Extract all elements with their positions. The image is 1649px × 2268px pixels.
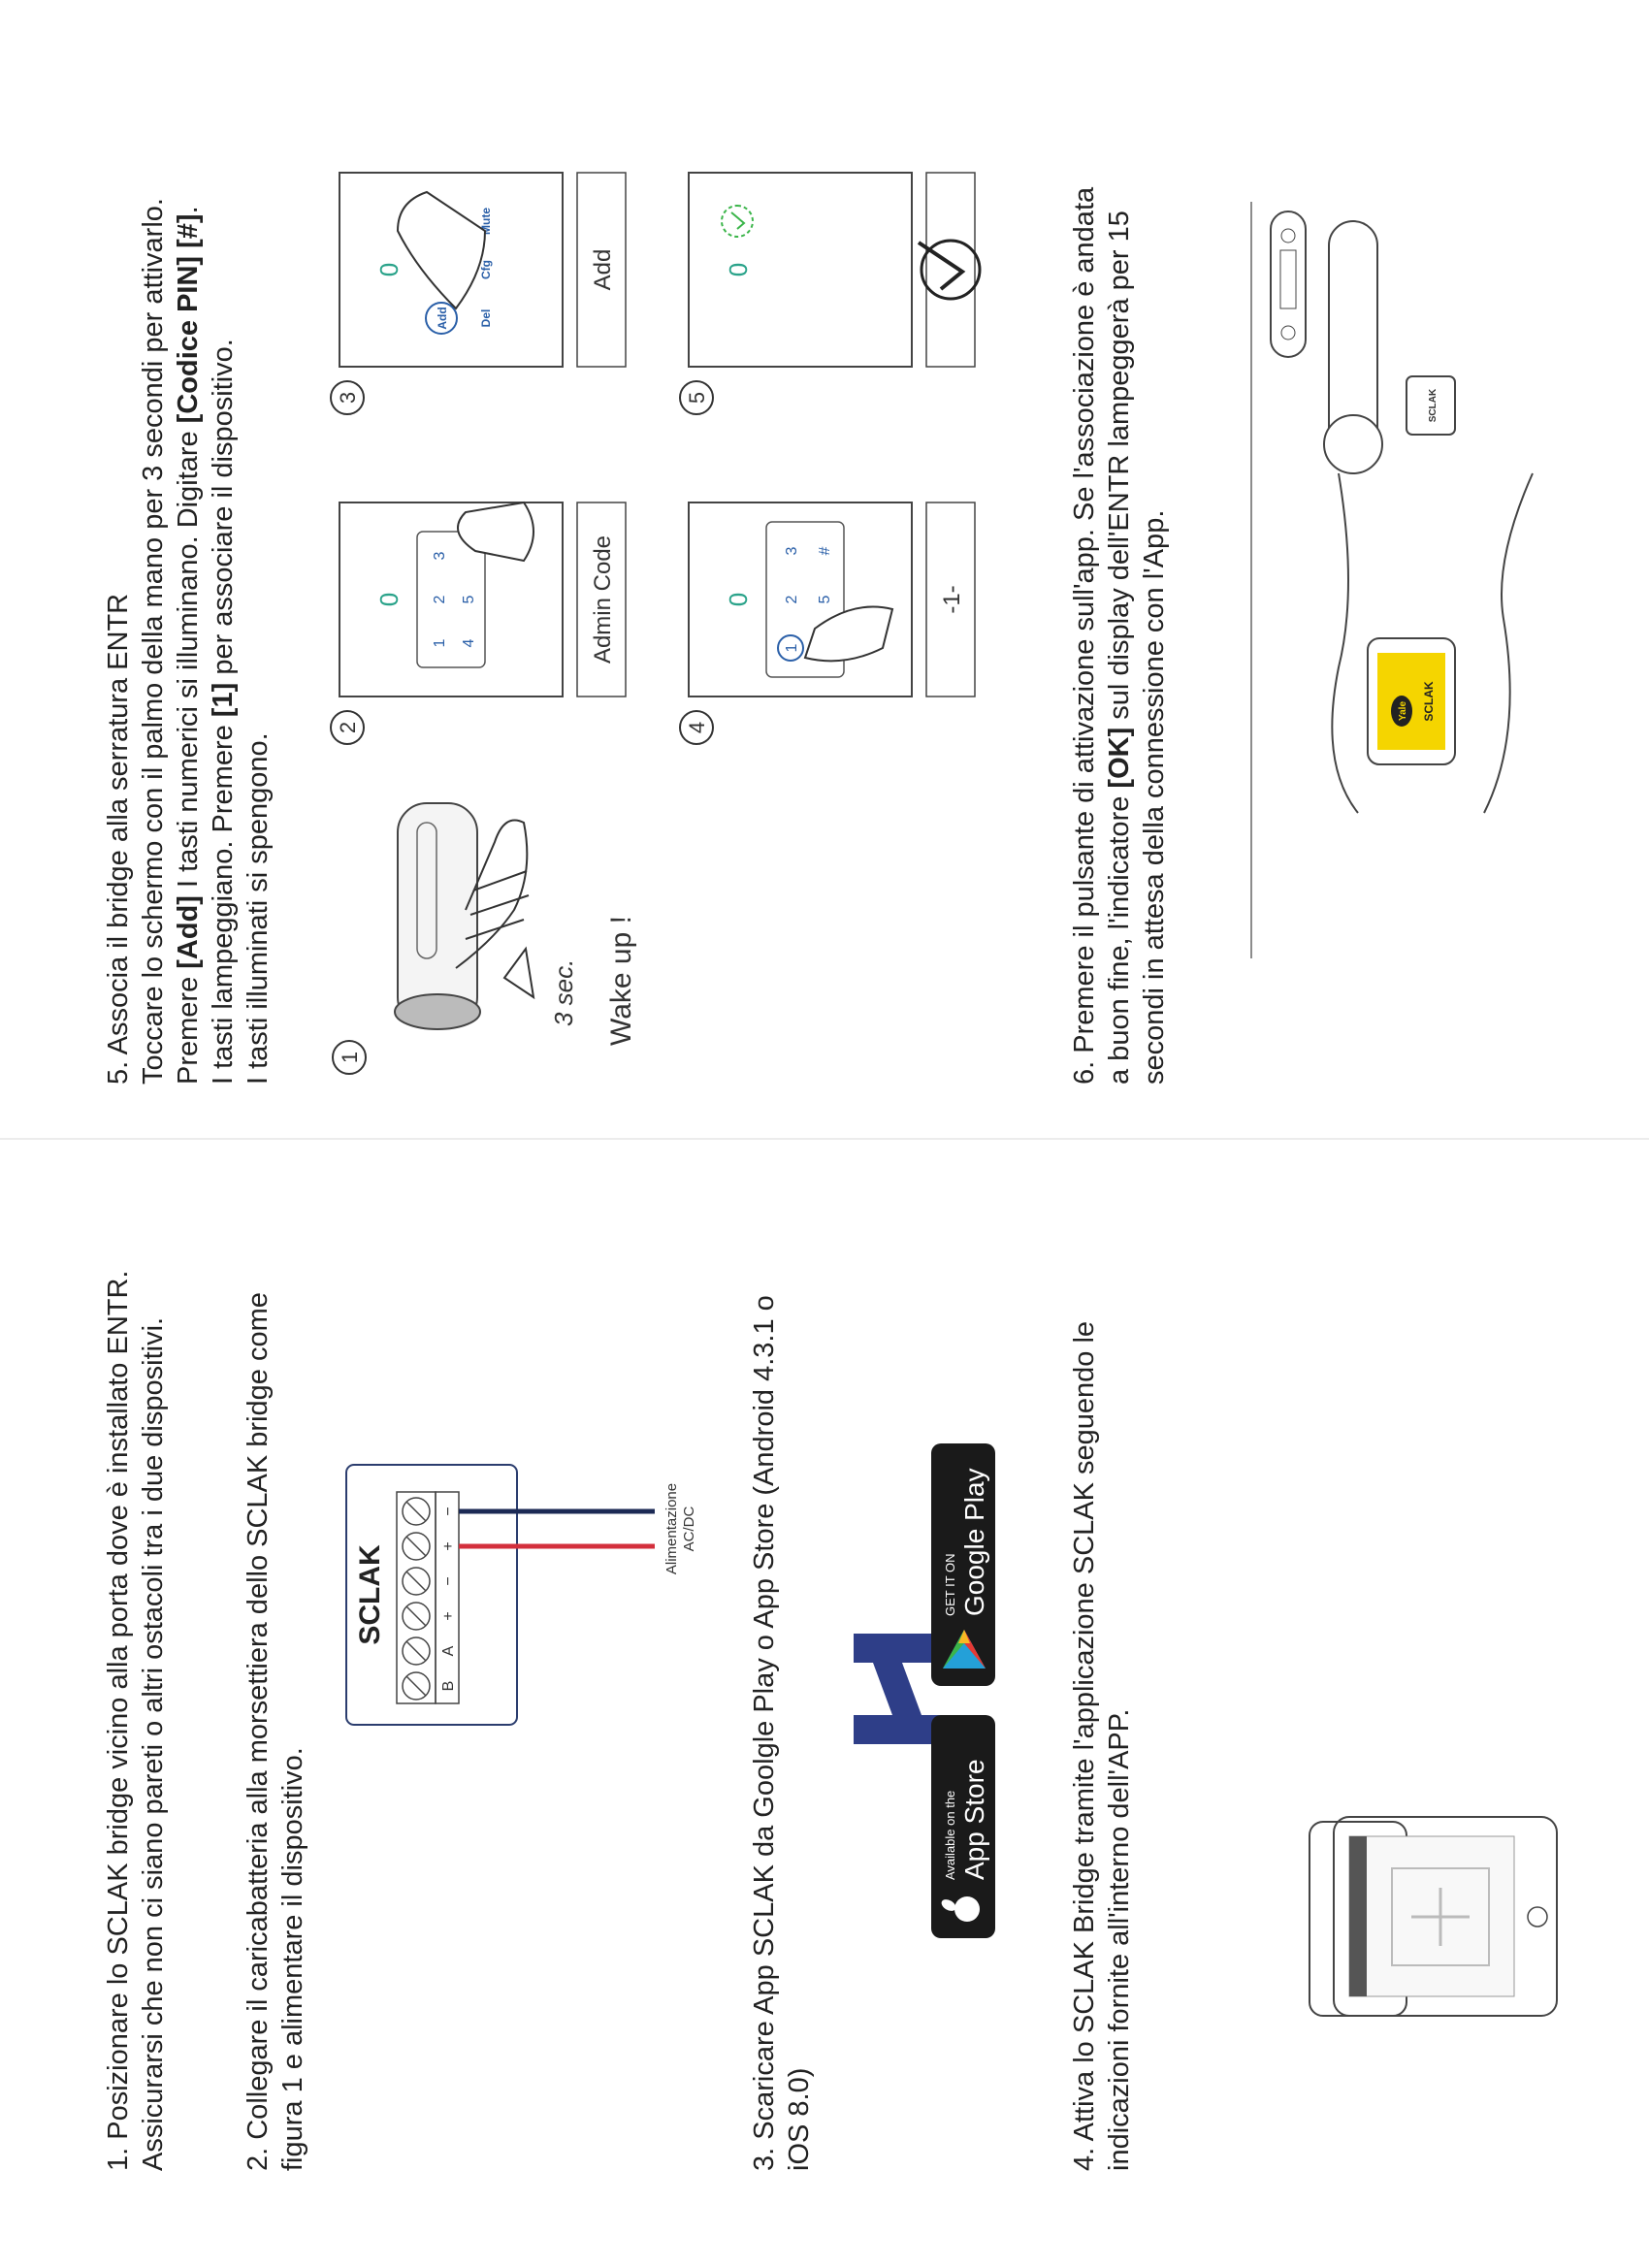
step-4 [1067,1182,1137,2171]
key-label: Cfg [479,260,493,279]
key-label: 2 [784,595,800,604]
figure-1-caption: Wake up ! [605,916,637,1046]
keypad-display: 0 [374,592,404,607]
step-5-line-5: I tasti illuminati si spengono. [242,732,274,1085]
app-store-big-text: App Store [959,1759,989,1880]
key-label: Add [436,307,449,330]
text: I tasti lampeggiano. Premere [208,717,239,1085]
keypad-display: 0 [724,592,753,607]
screw-icon [403,1568,430,1595]
terminal-label: − [440,1576,457,1586]
screw-icon [403,1533,430,1560]
figure-1-number: 1 [338,1051,362,1064]
step-6-line-3: secondi in attesa della connessione con l'App. [1139,509,1170,1085]
door-scene [1232,202,1542,958]
figure-2-admin-code [320,493,640,755]
arrow-icon [504,949,534,997]
text: sul display dell'ENTR lampeggerà per 15 [1104,211,1135,728]
step-6 [1067,27,1172,1085]
step-1 [101,1182,171,2171]
text: a buon fine, l'indicatore [1104,788,1135,1085]
phone-in-hand-icon [1332,473,1533,813]
google-play-small-text: GET IT ON [943,1553,957,1616]
step-5 [101,27,275,1085]
text: I tasti numerici si illuminano. Digitare [173,423,204,896]
screw-icon [403,1672,430,1700]
phone-brand: Yale [1398,700,1408,722]
text: Premere [173,968,204,1085]
sclak-app-logo [854,1634,941,1744]
figure-1-wake-up [310,774,679,1085]
key-label: # [817,546,833,556]
key-label: 3 [784,546,800,556]
step-5-line-4 [206,27,241,1085]
figure-3-caption: Add [590,248,616,291]
step-5-line-1: 5. Associa il bridge alla serratura ENTR [103,593,134,1085]
terminal-brand: SCLAK [354,1544,386,1645]
pin-code-ref: [Codice PIN] [#] [173,213,204,424]
checkmark-icon [919,241,980,299]
step-1-line-2: Assicurarsi che non ci siano pareti o altri ostacoli tra i due dispositivi. [138,1316,169,2171]
key-label: Mute [479,208,493,235]
add-key-ref: [Add] [173,895,204,969]
figure-2-number: 2 [336,721,360,734]
lock-device-icon [395,803,480,1029]
key-label: 1 [432,638,448,648]
terminal-label: + [440,1611,457,1621]
screw-icon [403,1637,430,1665]
figure-4-number: 4 [685,721,709,734]
store-area [834,1356,1009,2035]
finger-icon [805,607,892,662]
key-1-ref: [1] [208,682,239,718]
step-2-line-2: figura 1 e alimentare il dispositivo. [277,1747,308,2171]
step-3 [747,1182,817,2171]
figure-4-caption: -1- [939,585,965,614]
supply-label-1: Alimentazione [663,1482,680,1575]
phones [1159,1579,1567,2025]
bridge-label: SCLAK [1428,388,1439,423]
key-label: 1 [784,643,800,653]
terminal-label: − [440,1507,457,1516]
key-label: 5 [461,595,477,604]
door-handle-icon [1324,221,1382,473]
step-5-line-2: Toccare lo schermo con il palmo della mano per 3 secondi per attivarlo. [138,198,169,1085]
supply-label-2: AC/DC [681,1506,697,1552]
terminal-label: + [440,1541,457,1551]
step-5-line-3 [171,27,206,1085]
ok-indicator-icon [722,206,753,237]
key-label: 3 [432,551,448,561]
figure-5-number: 5 [685,391,709,405]
screw-icon [403,1498,430,1525]
figure-3-number: 3 [336,391,360,405]
step-2 [241,1182,310,2171]
fold-line [0,1138,1649,1140]
text: . [173,206,204,214]
terminal-label: A [440,1645,457,1657]
keypad-display: 0 [724,262,753,277]
finger-icon [458,502,534,561]
figure-2-caption: Admin Code [590,535,616,664]
figure-4-key-one [669,493,989,755]
phone-yale-sclak [1159,1817,1324,2016]
google-play-badge[interactable] [931,1443,995,1686]
ok-ref: [OK] [1104,727,1135,789]
step-1-line-1: 1. Posizionare lo SCLAK bridge vicino alla porta dove è installato ENTR. [103,1270,134,2171]
phone-add-device [1334,1817,1557,2016]
step-3-line-1: 3. Scaricare App SCLAK da Goolgle Play o App Store (Android 4.3.1 o [749,1295,780,2171]
app-store-badge[interactable] [931,1715,995,1938]
key-label: 4 [461,638,477,648]
step-4-line-2: indicazioni fornite all'interno dell'APP. [1104,1708,1135,2171]
keypad-display: 0 [374,262,404,277]
text: per associare il dispositivo. [208,339,239,683]
google-play-big-text: Google Play [959,1468,989,1616]
step-6-line-2 [1102,27,1137,1085]
figure-5-confirmed [669,163,989,425]
finger-icon [398,192,485,308]
figure-1-hand-note: 3 sec. [549,958,578,1026]
screw-terminals [403,1498,430,1700]
key-label: Del [479,308,493,328]
bridge-device-icon [1406,376,1455,435]
app-store-small-text: Available on the [943,1790,957,1880]
step-3-line-2: iOS 8.0) [784,2067,815,2171]
phone-brand-text: SCLAK [1422,681,1436,722]
home-button-icon [1528,1907,1547,1927]
key-label: 5 [817,595,833,604]
key-label: 2 [432,595,448,604]
step-6-line-1: 6. Premere il pulsante di attivazione sull'app. Se l'associazione è andata [1069,186,1100,1085]
screw-icon [403,1603,430,1630]
terminal-label: B [440,1680,457,1692]
step-2-line-1: 2. Collegare il caricabatteria alla morsettiera dello SCLAK bridge come [242,1292,274,2171]
lock-escutcheon-icon [1271,211,1306,357]
terminal-diagram [344,1453,723,1744]
step-4-line-1: 4. Attiva lo SCLAK Bridge tramite l'applicazione SCLAK seguendo le [1069,1320,1100,2171]
figure-3-add [320,163,640,425]
